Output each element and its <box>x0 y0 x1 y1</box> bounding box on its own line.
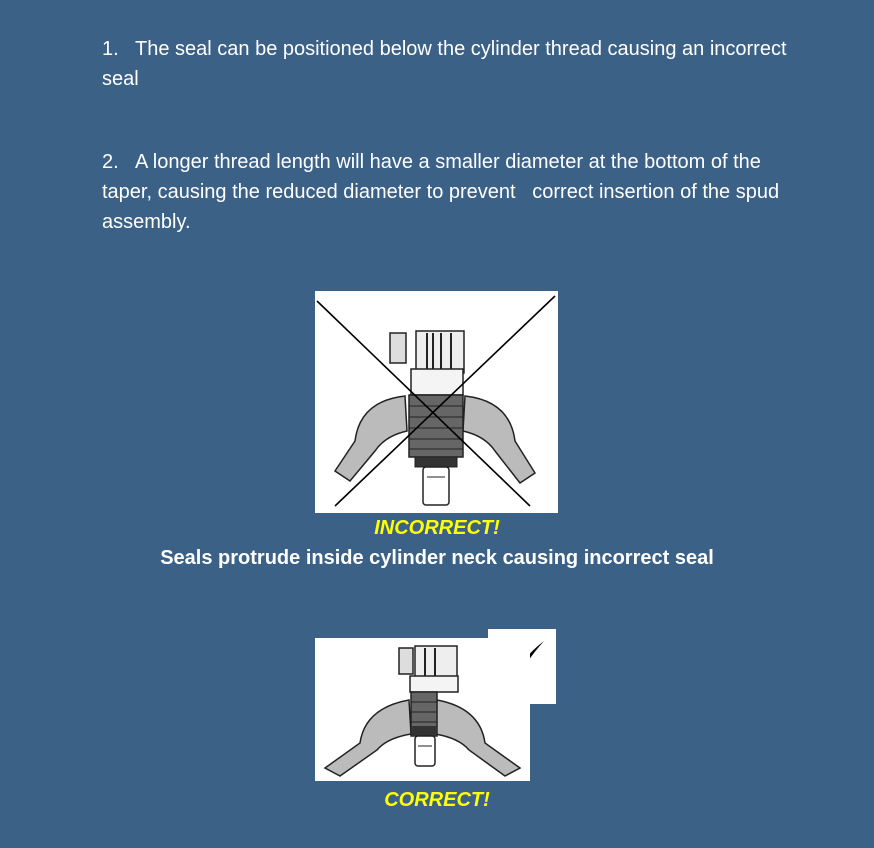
instruction-2-text: A longer thread length will have a smaller diameter at the bottom of the taper, causing the reduced diameter to prevent correct insertion of the spud assembly. <box>102 151 785 233</box>
correct-label: CORRECT! <box>384 789 490 811</box>
instruction-1 <box>102 34 792 94</box>
incorrect-caption: Seals protrude inside cylinder neck causing incorrect seal <box>160 547 714 569</box>
incorrect-label: INCORRECT! <box>374 517 500 539</box>
correct-valve-drawing <box>315 638 530 781</box>
incorrect-valve-drawing <box>315 291 558 513</box>
instruction-2-number: 2. <box>102 151 119 173</box>
correct-valve-diagram <box>315 638 530 781</box>
instruction-1-text: The seal can be positioned below the cylinder thread causing an incorrect seal <box>102 38 787 90</box>
instruction-1-number: 1. <box>102 38 119 60</box>
instruction-2 <box>102 147 792 237</box>
incorrect-valve-diagram <box>315 291 558 513</box>
